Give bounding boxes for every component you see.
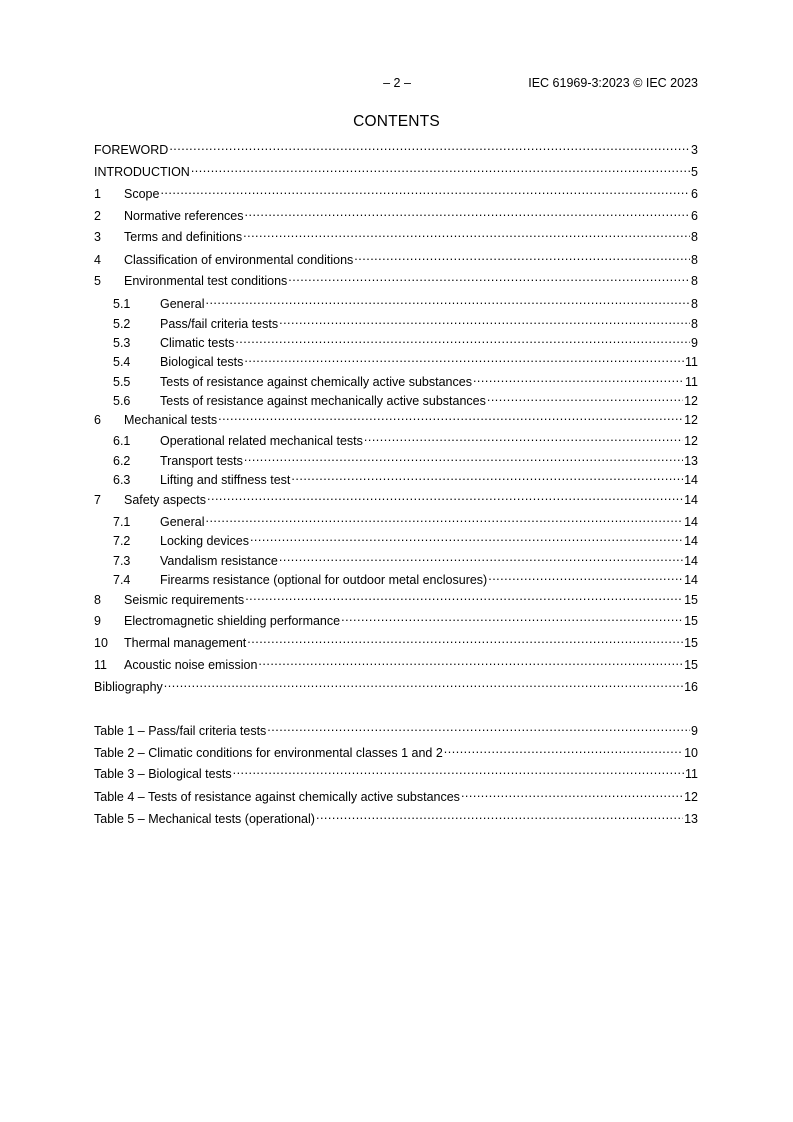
toc-entry-title: Safety aspects xyxy=(124,493,206,507)
toc-entry-title: Lifting and stiffness test xyxy=(160,473,291,487)
toc-entry-page: 14 xyxy=(684,554,698,568)
dot-leader xyxy=(461,785,683,801)
toc-entry-page: 8 xyxy=(691,317,698,331)
dot-leader xyxy=(291,468,683,484)
toc-entry-number: 7.1 xyxy=(113,515,131,529)
document-id: IEC 61969-3:2023 © IEC 2023 xyxy=(528,76,698,90)
toc-entry-page: 14 xyxy=(684,473,698,487)
toc-entry-title: Table 2 – Climatic conditions for environmental classes 1 and 2 xyxy=(94,746,443,760)
toc-entry-number: 11 xyxy=(94,658,107,672)
toc-entry-title: Operational related mechanical tests xyxy=(160,434,363,448)
toc-entry-page: 9 xyxy=(691,724,698,738)
toc-entry[interactable] xyxy=(94,269,698,288)
toc-entry[interactable] xyxy=(94,408,698,427)
toc-entry[interactable] xyxy=(94,631,698,650)
toc-entry-title: Tests of resistance against chemically active substances xyxy=(160,375,472,389)
toc-entry-page: 8 xyxy=(691,253,698,267)
dot-leader xyxy=(250,529,683,545)
toc-entry-title: INTRODUCTION xyxy=(94,165,190,179)
dot-leader xyxy=(247,631,683,647)
toc-entry-page: 14 xyxy=(684,534,698,548)
toc-entry-title: Scope xyxy=(124,187,160,201)
dot-leader xyxy=(316,807,683,823)
toc-entry-page: 15 xyxy=(684,636,698,650)
toc-entry-page: 8 xyxy=(691,230,698,244)
dot-leader xyxy=(207,488,683,504)
toc-entry[interactable] xyxy=(94,468,698,487)
toc-entry-page: 10 xyxy=(684,746,698,760)
toc-entry-page: 11 xyxy=(685,355,698,369)
toc-entry-title: General xyxy=(160,297,205,311)
toc-entry[interactable] xyxy=(94,719,698,738)
toc-entry-number: 2 xyxy=(94,209,101,223)
toc-entry[interactable] xyxy=(94,204,698,223)
toc-entry[interactable] xyxy=(94,785,698,804)
toc-entry-number: 8 xyxy=(94,593,101,607)
dot-leader xyxy=(473,370,684,386)
toc-entry-title: FOREWORD xyxy=(94,143,169,157)
toc-entry-title: Locking devices xyxy=(160,534,249,548)
dot-leader xyxy=(258,653,683,669)
toc-entry-page: 12 xyxy=(684,434,698,448)
dot-leader xyxy=(233,762,684,778)
toc-entry-page: 12 xyxy=(684,394,698,408)
toc-entry-page: 12 xyxy=(684,413,698,427)
toc-entry-number: 5.4 xyxy=(113,355,131,369)
toc-entry-title: Table 4 – Tests of resistance against chemically active substances xyxy=(94,790,460,804)
toc-entry-title: Biological tests xyxy=(160,355,244,369)
toc-entry-page: 6 xyxy=(691,209,698,223)
toc-entry-page: 3 xyxy=(691,143,698,157)
toc-entry[interactable] xyxy=(94,549,698,568)
toc-entry-title: Firearms resistance (optional for outdoor metal enclosures) xyxy=(160,573,488,587)
dot-leader xyxy=(354,248,690,264)
page-number: – 2 – xyxy=(383,76,411,90)
toc-entry-number: 6.1 xyxy=(113,434,131,448)
toc-entry-page: 8 xyxy=(691,274,698,288)
dot-leader xyxy=(218,408,683,424)
toc-entry[interactable] xyxy=(94,609,698,628)
toc-entry-page: 5 xyxy=(691,165,698,179)
dot-leader xyxy=(205,292,690,308)
toc-entry[interactable] xyxy=(94,182,698,201)
dot-leader xyxy=(245,588,683,604)
toc-entry-page: 11 xyxy=(685,375,698,389)
dot-leader xyxy=(279,549,683,565)
dot-leader xyxy=(364,429,683,445)
toc-entry[interactable] xyxy=(94,762,698,781)
dot-leader xyxy=(243,225,690,241)
toc-entry-page: 15 xyxy=(684,593,698,607)
toc-entry-page: 8 xyxy=(691,297,698,311)
dot-leader xyxy=(191,160,690,176)
toc-entry-number: 7.4 xyxy=(113,573,131,587)
toc-entry-number: 7.3 xyxy=(113,554,131,568)
toc-entry-page: 12 xyxy=(684,790,698,804)
toc-entry-number: 7.2 xyxy=(113,534,131,548)
toc-entry-number: 5.6 xyxy=(113,394,131,408)
toc-entry-number: 10 xyxy=(94,636,108,650)
toc-entry[interactable] xyxy=(94,248,698,267)
toc-entry-number: 5 xyxy=(94,274,101,288)
toc-entry[interactable] xyxy=(94,510,698,529)
toc-entry[interactable] xyxy=(94,529,698,548)
toc-entry-title: Classification of environmental conditions xyxy=(124,253,354,267)
toc-entry[interactable] xyxy=(94,225,698,244)
toc-entry-title: Normative references xyxy=(124,209,244,223)
toc-entry-title: Transport tests xyxy=(160,454,243,468)
toc-entry[interactable] xyxy=(94,488,698,507)
toc-entry-title: Terms and definitions xyxy=(124,230,243,244)
dot-leader xyxy=(279,312,690,328)
toc-entry-number: 5.3 xyxy=(113,336,131,350)
dot-leader xyxy=(244,350,684,366)
toc-entry-page: 13 xyxy=(684,812,698,826)
toc-entry[interactable] xyxy=(94,292,698,311)
toc-entry-page: 9 xyxy=(691,336,698,350)
toc-entry-title: Climatic tests xyxy=(160,336,235,350)
toc-entry-title: Mechanical tests xyxy=(124,413,218,427)
toc-entry-page: 16 xyxy=(684,680,698,694)
toc-entry-title: Acoustic noise emission xyxy=(124,658,258,672)
dot-leader xyxy=(164,675,683,691)
toc-entry-number: 6.2 xyxy=(113,454,131,468)
toc-entry-page: 15 xyxy=(684,614,698,628)
toc-entry-number: 5.2 xyxy=(113,317,131,331)
toc-entry[interactable] xyxy=(94,588,698,607)
dot-leader xyxy=(444,741,683,757)
toc-entry-number: 9 xyxy=(94,614,101,628)
toc-entry-title: Vandalism resistance xyxy=(160,554,278,568)
toc-entry-number: 1 xyxy=(94,187,101,201)
toc-entry-title: Seismic requirements xyxy=(124,593,245,607)
toc-entry-page: 14 xyxy=(684,493,698,507)
toc-entry-title: Thermal management xyxy=(124,636,247,650)
toc-entry-page: 14 xyxy=(684,573,698,587)
toc-entry[interactable] xyxy=(94,653,698,672)
dot-leader xyxy=(205,510,683,526)
toc-entry[interactable] xyxy=(94,160,698,179)
toc-entry[interactable] xyxy=(94,568,698,587)
toc-entry[interactable] xyxy=(94,675,698,694)
dot-leader xyxy=(244,449,683,465)
toc-entry-number: 5.1 xyxy=(113,297,131,311)
toc-entry[interactable] xyxy=(94,370,698,389)
toc-entry[interactable] xyxy=(94,449,698,468)
toc-entry[interactable] xyxy=(94,138,698,157)
toc-entry-title: Table 5 – Mechanical tests (operational) xyxy=(94,812,315,826)
dot-leader xyxy=(160,182,690,198)
dot-leader xyxy=(267,719,690,735)
toc-entry-title: Pass/fail criteria tests xyxy=(160,317,279,331)
toc-entry-number: 6 xyxy=(94,413,101,427)
toc-entry[interactable] xyxy=(94,389,698,408)
toc-entry-page: 13 xyxy=(684,454,698,468)
toc-entry-number: 7 xyxy=(94,493,101,507)
toc-entry-page: 15 xyxy=(684,658,698,672)
dot-leader xyxy=(169,138,690,154)
toc-entry-page: 6 xyxy=(691,187,698,201)
dot-leader xyxy=(341,609,683,625)
toc-entry-number: 4 xyxy=(94,253,101,267)
toc-entry[interactable] xyxy=(94,741,698,760)
toc-entry[interactable] xyxy=(94,312,698,331)
dot-leader xyxy=(488,568,683,584)
toc-entry-page: 11 xyxy=(685,767,698,781)
toc-entry-title: Environmental test conditions xyxy=(124,274,288,288)
toc-entry-title: Electromagnetic shielding performance xyxy=(124,614,341,628)
contents-title: CONTENTS xyxy=(353,113,440,130)
toc-entry-page: 14 xyxy=(684,515,698,529)
dot-leader xyxy=(487,389,683,405)
toc-entry-title: Tests of resistance against mechanically active substances xyxy=(160,394,486,408)
dot-leader xyxy=(288,269,690,285)
dot-leader xyxy=(245,204,691,220)
toc-entry-title: Table 3 – Biological tests xyxy=(94,767,232,781)
toc-entry-title: Table 1 – Pass/fail criteria tests xyxy=(94,724,267,738)
toc-entry-title: Bibliography xyxy=(94,680,163,694)
toc-entry[interactable] xyxy=(94,350,698,369)
toc-entry-title: General xyxy=(160,515,205,529)
toc-entry[interactable] xyxy=(94,807,698,826)
dot-leader xyxy=(235,331,690,347)
toc-entry-number: 6.3 xyxy=(113,473,131,487)
toc-entry[interactable] xyxy=(94,331,698,350)
toc-entry[interactable] xyxy=(94,429,698,448)
toc-entry-number: 5.5 xyxy=(113,375,131,389)
toc-entry-number: 3 xyxy=(94,230,101,244)
